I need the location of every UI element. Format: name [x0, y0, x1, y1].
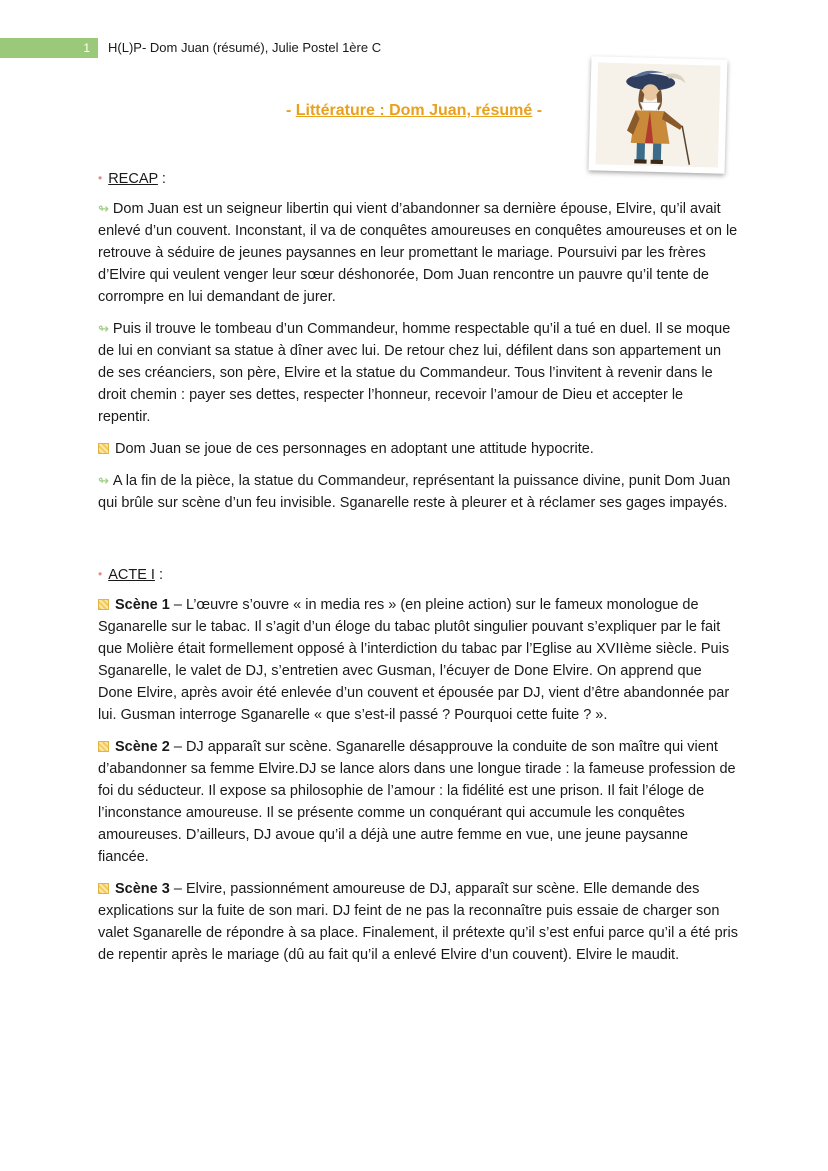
- recap-paragraph-text: Puis il trouve le tombeau d’un Commandeur, homme respectable qu’il a tué en duel. Il se moque de lui en conviant sa statue à dîner avec lui. De retour chez lui, défilent dans son appartement un de ses créanciers, son père, Elvire et la statue du Commandeur. Tous l’invitent à revenir dans le droit chemin : payer ses dettes, respecter l’honneur, recevoir l’amour de Dieu et accepter le repentir.: [98, 321, 731, 425]
- scene-2-text: – DJ apparaît sur scène. Sganarelle désapprouve la conduite de son maître qui vient d’abandonner sa femme Elvire.DJ se lance alors dans une longue tirade : la fameuse profession de foi du séducteur. Il expose sa philosophie de l’amour : la fidélité est une prison. Il fait l’éloge de l’inconstance amoureuse. Il se présente comme un conquérant qui accumule les conquêtes amoureuses. D’ailleurs, DJ avoue qu’il a déjà une autre femme en vue, une jeune paysanne fiancée.: [98, 739, 736, 865]
- acte1-colon: :: [154, 567, 163, 583]
- arrow-icon: ↬: [98, 201, 109, 216]
- title-suffix: -: [532, 102, 543, 119]
- bullet-icon: •: [98, 171, 103, 185]
- recap-paragraph-1: [98, 198, 738, 308]
- scene-3-paragraph: [98, 878, 738, 966]
- arrow-icon: ↬: [98, 321, 109, 336]
- recap-paragraph-2: [98, 318, 738, 428]
- recap-paragraph-text: Dom Juan se joue de ces personnages en adoptant une attitude hypocrite.: [115, 441, 594, 457]
- scene-1-label: Scène 1: [115, 597, 170, 613]
- document-body: [98, 168, 738, 976]
- recap-paragraph-text: A la fin de la pièce, la statue du Commandeur, représentant la puissance divine, punit Dom Juan qui brûle sur scène d’un feu invisible. Sganarelle reste à pleurer et à réclamer ses gages impayés.: [98, 473, 731, 511]
- page-number: 1: [83, 41, 90, 55]
- recap-label: RECAP: [108, 171, 158, 187]
- recap-paragraph-4: [98, 470, 738, 514]
- square-bullet-icon: [98, 599, 109, 610]
- acte1-label: ACTE I: [108, 567, 155, 583]
- square-bullet-icon: [98, 883, 109, 894]
- bullet-icon: •: [98, 567, 103, 581]
- scene-3-label: Scène 3: [115, 881, 170, 897]
- square-bullet-icon: [98, 443, 109, 454]
- section-spacer: [98, 524, 738, 564]
- document-title: [0, 102, 828, 120]
- arrow-icon: ↬: [98, 473, 109, 488]
- scene-1-text: – L’œuvre s’ouvre « in media res » (en pleine action) sur le fameux monologue de Sganarelle sur le tabac. Il s’agit d’un éloge du tabac plutôt singulier pouvant s’expliquer par le fait que Molière était formellement opposé à l’interdiction du tabac par l’Eglise au XVIIème siècle. Puis Sganarelle, le valet de DJ, s’entretien avec Gusman, l’écuyer de Done Elvire. On apprend que Done Elvire, après avoir été enlevée d’un couvent et épousée par DJ, vient d’être abandonnée par lui. Gusman interroge Sganarelle « que s’est-il passé ? Pourquoi cette fuite ? ».: [98, 597, 730, 723]
- title-text: Littérature : Dom Juan, résumé: [295, 102, 533, 119]
- recap-heading: [98, 168, 738, 190]
- recap-paragraph-text: Dom Juan est un seigneur libertin qui vient d’abandonner sa dernière épouse, Elvire, qu’il avait enlevé d’un couvent. Inconstant, il va de conquêtes amoureuses en conquêtes amoureuses et on le retrouve à séduire de jeunes paysannes en leur promettant le mariage. Poursuivi par les frères d’Elvire qui veulent venger leur sœur déshonorée, Dom Juan rencontre un pauvre qu’il tente de corrompre en lui demandant de jurer.: [98, 201, 738, 305]
- square-bullet-icon: [98, 741, 109, 752]
- scene-1-paragraph: [98, 594, 738, 726]
- scene-3-text: – Elvire, passionnément amoureuse de DJ, apparaît sur scène. Elle demande des explications sur la fuite de son mari. DJ feint de ne pas la reconnaître puis essaie de charger son valet Sganarelle de répondre à sa place. Finalement, il prétexte qu’il s’est enfui parce qu’il a été pris de repentir après le mariage (dû au fait qu’il a enlevé Elvire d’un couvent). Elvire le maudit.: [98, 881, 738, 963]
- scene-2-label: Scène 2: [115, 739, 170, 755]
- title-prefix: -: [285, 102, 296, 119]
- recap-colon: :: [157, 171, 166, 187]
- acte1-heading: [98, 564, 738, 586]
- recap-paragraph-3: [98, 438, 738, 460]
- page-header: H(L)P- Dom Juan (résumé), Julie Postel 1ère C: [108, 40, 382, 55]
- scene-2-paragraph: [98, 736, 738, 868]
